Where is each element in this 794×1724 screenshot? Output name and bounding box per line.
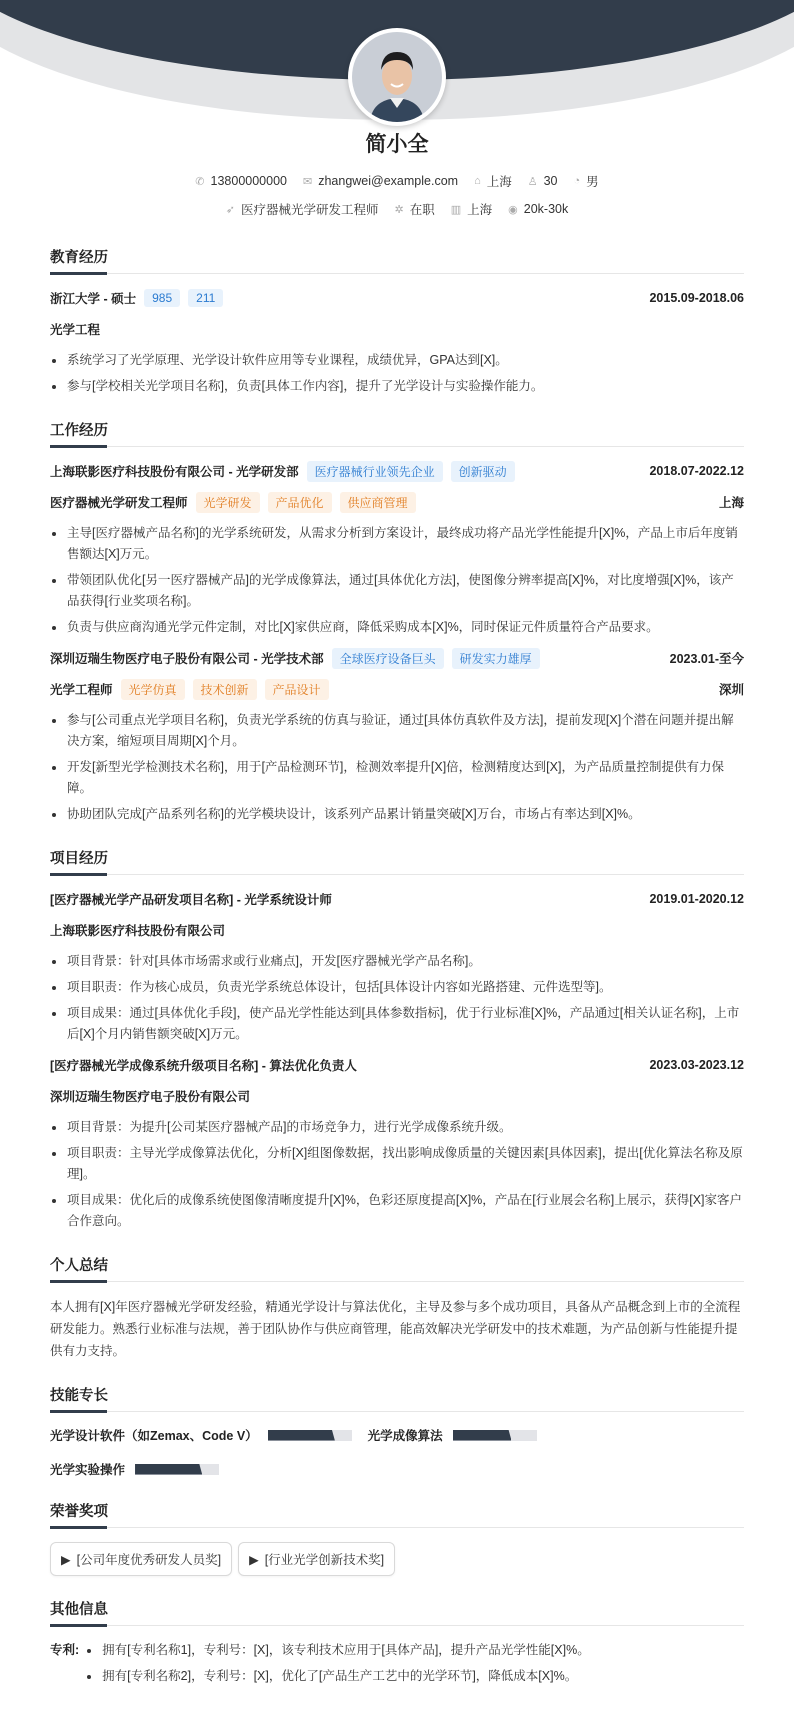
project-company: 上海联影医疗科技股份有限公司 bbox=[50, 924, 226, 938]
tag: 技术创新 bbox=[193, 679, 257, 700]
send-icon: ➶ bbox=[225, 203, 235, 216]
company: 深圳迈瑞生物医疗电子股份有限公司 - 光学技术部 bbox=[50, 652, 324, 666]
award-name: [行业光学创新技术奖] bbox=[264, 1553, 385, 1567]
other-section bbox=[50, 1598, 744, 1702]
date: 2019.01-2020.12 bbox=[649, 892, 744, 906]
list-item: 拥有[专利名称1]，专利号：[X]，该专利技术应用于[具体产品]，提升产品光学性能[X]%。 bbox=[85, 1640, 744, 1661]
work-city: 深圳 bbox=[718, 683, 744, 697]
building-icon: ▥ bbox=[450, 203, 462, 216]
work-section bbox=[50, 419, 744, 825]
section-title: 工作经历 bbox=[50, 419, 744, 447]
tag: 研发实力雄厚 bbox=[452, 648, 540, 669]
list-item: 开发[新型光学检测技术名称]，用于[产品检测环节]，检测效率提升[X]倍，检测精度达到[X]，为产品质量控制提供有力保障。 bbox=[50, 757, 744, 799]
list-item: 负责与供应商沟通光学元件定制，对比[X]家供应商，降低采购成本[X]%，同时保证元件质量符合产品要求。 bbox=[50, 617, 744, 638]
tag: 医疗器械行业领先企业 bbox=[307, 461, 443, 482]
list-item: 项目职责：主导光学成像算法优化，分析[X]组图像数据，找出影响成像质量的关键因素[具体因素]，提出[优化算法名称及原理]。 bbox=[50, 1143, 744, 1185]
list-item: 项目背景：针对[具体市场需求或行业痛点]，开发[医疗器械光学产品名称]。 bbox=[50, 951, 744, 972]
major: 光学工程 bbox=[50, 323, 101, 337]
skill-name: 光学设计软件（如Zemax、Code V） bbox=[50, 1429, 258, 1443]
job-status: 在职 bbox=[409, 203, 435, 217]
award-item bbox=[238, 1542, 395, 1576]
skill-item bbox=[50, 1426, 352, 1444]
target-city: 上海 bbox=[467, 203, 493, 217]
skill-bar-fill bbox=[135, 1464, 202, 1475]
skill-bar bbox=[453, 1430, 537, 1441]
school: 浙江大学 - 硕士 bbox=[50, 292, 137, 306]
section-title: 其他信息 bbox=[50, 1598, 744, 1626]
list-item: 项目成果：通过[具体优化手段]，使产品光学性能达到[具体参数指标]，优于行业标准[X]%，产品通过[相关认证名称]，上市后[X]个月内销售额突破[X]万元。 bbox=[50, 1003, 744, 1045]
skill-bar-fill bbox=[268, 1430, 335, 1441]
skills-section bbox=[50, 1384, 744, 1478]
work-city: 上海 bbox=[718, 496, 744, 510]
skill-bar-fill bbox=[453, 1430, 512, 1441]
gender-icon: ◔ bbox=[573, 175, 581, 187]
tag: 全球医疗设备巨头 bbox=[332, 648, 444, 669]
email: zhangwei@example.com bbox=[318, 174, 459, 188]
list-item: 带领团队优化[另一医疗器械产品]的光学成像算法，通过[具体优化方法]，使图像分辨率提高[X]%，对比度增强[X]%，该产品获得[行业奖项名称]。 bbox=[50, 570, 744, 612]
patent-label: 专利: bbox=[50, 1643, 80, 1657]
award-item bbox=[50, 1542, 232, 1576]
date: 2015.09-2018.06 bbox=[649, 291, 744, 305]
list-item: 主导[医疗器械产品名称]的光学系统研发，从需求分析到方案设计，最终成功将产品光学性能提升[X]%，产品上市后年度销售额达[X]万元。 bbox=[50, 523, 744, 565]
tag: 光学研发 bbox=[196, 492, 260, 513]
tag: 985 bbox=[144, 289, 180, 307]
salary: 20k-30k bbox=[523, 202, 569, 216]
home-icon: ⌂ bbox=[474, 175, 481, 187]
role: 医疗器械光学研发工程师 bbox=[50, 496, 188, 510]
skill-bar bbox=[268, 1430, 352, 1441]
skill-item bbox=[50, 1460, 744, 1478]
date: 2023.01-至今 bbox=[669, 652, 744, 666]
list-item: 参与[学校相关光学项目名称]，负责[具体工作内容]，提升了光学设计与实验操作能力。 bbox=[50, 376, 744, 397]
summary-text: 本人拥有[X]年医疗器械光学研发经验，精通光学设计与算法优化，主导及参与多个成功项目，具备从产品概念到上市的全流程研发能力。熟悉行业标准与法规，善于团队协作与供应商管理，能高效解决光学研发中的技术难题，为产品创新与性能提升提供有力支持。 bbox=[50, 1300, 741, 1358]
age: 30 bbox=[543, 174, 558, 188]
section-title: 项目经历 bbox=[50, 847, 744, 875]
phone: 13800000000 bbox=[210, 174, 287, 188]
list-item: 项目背景：为提升[公司某医疗器械产品]的市场竞争力，进行光学成像系统升级。 bbox=[50, 1117, 744, 1138]
salary-icon: ◉ bbox=[508, 203, 518, 216]
project-name: [医疗器械光学产品研发项目名称] - 光学系统设计师 bbox=[50, 893, 332, 907]
company: 上海联影医疗科技股份有限公司 - 光学研发部 bbox=[50, 465, 299, 479]
project-name: [医疗器械光学成像系统升级项目名称] - 算法优化负责人 bbox=[50, 1059, 357, 1073]
awards-section bbox=[50, 1500, 744, 1576]
award-name: [公司年度优秀研发人员奖] bbox=[76, 1553, 222, 1567]
target-job: 医疗器械光学研发工程师 bbox=[240, 203, 379, 217]
section-title: 荣誉奖项 bbox=[50, 1500, 744, 1528]
section-title: 教育经历 bbox=[50, 246, 744, 274]
skill-bar bbox=[135, 1464, 219, 1475]
contact-line-2 bbox=[0, 200, 794, 218]
triangle-icon: ▶ bbox=[61, 1552, 71, 1567]
education-section bbox=[50, 246, 744, 397]
mail-icon: ✉ bbox=[303, 175, 313, 188]
list-item: 项目职责：作为核心成员，负责光学系统总体设计，包括[具体设计内容如光路搭建、元件选型等]。 bbox=[50, 977, 744, 998]
candidate-name: 简小全 bbox=[365, 133, 429, 156]
tag: 供应商管理 bbox=[340, 492, 416, 513]
skill-name: 光学成像算法 bbox=[367, 1429, 443, 1443]
tag: 211 bbox=[188, 289, 223, 307]
project-company: 深圳迈瑞生物医疗电子股份有限公司 bbox=[50, 1090, 251, 1104]
gender: 男 bbox=[586, 175, 599, 189]
list-item: 项目成果：优化后的成像系统使图像清晰度提升[X]%，色彩还原度提高[X]%，产品在[行业展会名称]上展示，获得[X]家客户合作意向。 bbox=[50, 1190, 744, 1232]
date: 2018.07-2022.12 bbox=[649, 464, 744, 478]
role: 光学工程师 bbox=[50, 683, 113, 697]
section-title: 技能专长 bbox=[50, 1384, 744, 1412]
contact-line-1 bbox=[0, 172, 794, 190]
list-item: 系统学习了光学原理、光学设计软件应用等专业课程，成绩优异，GPA达到[X]。 bbox=[50, 350, 744, 371]
tag: 光学仿真 bbox=[121, 679, 185, 700]
projects-section bbox=[50, 847, 744, 1232]
resume-body bbox=[50, 246, 744, 1724]
skill-name: 光学实验操作 bbox=[50, 1463, 126, 1477]
age-icon: ♙ bbox=[527, 175, 538, 188]
section-title: 个人总结 bbox=[50, 1254, 744, 1282]
status-icon: ✲ bbox=[394, 203, 404, 216]
list-item: 拥有[专利名称2]，专利号：[X]，优化了[产品生产工艺中的光学环节]，降低成本[X]%。 bbox=[85, 1666, 744, 1687]
triangle-icon: ▶ bbox=[249, 1552, 259, 1567]
list-item: 协助团队完成[产品系列名称]的光学模块设计，该系列产品累计销量突破[X]万台，市场占有率达到[X]%。 bbox=[50, 804, 744, 825]
avatar bbox=[348, 28, 446, 126]
summary-section bbox=[50, 1254, 744, 1362]
tag: 创新驱动 bbox=[451, 461, 515, 482]
date: 2023.03-2023.12 bbox=[649, 1058, 744, 1072]
list-item: 参与[公司重点光学项目名称]，负责光学系统的仿真与验证，通过[具体仿真软件及方法]，提前发现[X]个潜在问题并提出解决方案，缩短项目周期[X]个月。 bbox=[50, 710, 744, 752]
city: 上海 bbox=[486, 175, 512, 189]
skill-item bbox=[368, 1426, 537, 1444]
tag: 产品设计 bbox=[265, 679, 329, 700]
tag: 产品优化 bbox=[268, 492, 332, 513]
phone-icon: ✆ bbox=[195, 175, 205, 188]
